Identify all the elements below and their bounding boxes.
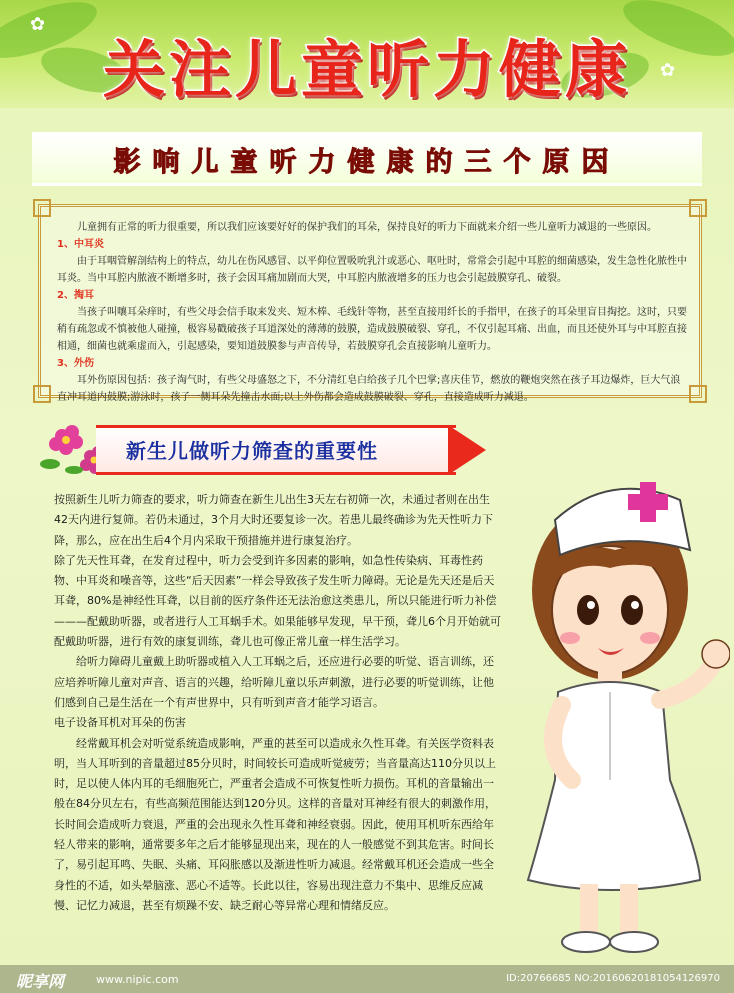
body-paragraph: 除了先天性耳聋，在发育过程中，听力会受到许多因素的影响，如急性传染病、耳毒性药物、中耳炎和噪音等，这些“后天因素”一样会导致孩子发生听力障碍。无论是先天还是后天耳聋，80%是神经性耳聋，以目前的医疗条件还无法治愈这类患儿，所以只能进行听力补偿———配戴助听器，或者进行人工耳蜗手术。如果能够早发现，早干预，聋儿6个月开始就可配戴助听器，进行有效的康复训练，聋儿也可像正常儿童一样生活学习。 [54,553,501,649]
cause-text: 当孩子叫嚷耳朵痒时，有些父母会信手取来发夹、短木棒、毛线针等物，甚至直接用纤长的手指甲，在孩子的耳朵里盲目掏挖。这时，只要稍有疏忽或不慎被他人碰撞，极容易戳破孩子耳道深处的薄薄的鼓膜，造成鼓膜破裂、穿孔，不仅引起耳痛、出血，而且还使外耳与中耳腔直接相通，细菌也就乘虚而入，引起感染，要知道鼓膜参与声音传导，若鼓膜穿孔会直接影响儿童听力。 [57,307,687,352]
page-title: 关注儿童听力健康 [102,33,631,106]
causes-intro: 儿童拥有正常的听力很重要，所以我们应该要好好的保护我们的耳朵，保持良好的听力下面就来介绍一些儿童听力减退的一些原因。 [77,222,657,233]
cause-heading: 1、中耳炎 [57,239,104,250]
subtitle: 影响儿童听力健康的三个原因 [113,147,621,178]
section-body [54,490,502,916]
cause-text: 由于耳咽管解剖结构上的特点，幼儿在伤风感冒、以平仰位置吸吮乳汁或恶心、呕吐时，常常会引起中耳腔的细菌感染，发生急性化脓性中耳炎。当中耳腔内脓液不断增多时，孩子会因耳痛加剧而大哭，中耳腔内脓液增多的压力也会引起鼓膜穿孔、破裂。 [57,256,687,284]
footer-watermark-bar [0,965,734,993]
section-ribbon [96,425,496,475]
ribbon-arrow-icon [448,425,486,475]
box-corner [33,385,51,403]
cause-text: 耳外伤原因包括：孩子淘气时，有些父母盛怒之下，不分清红皂白给孩子几个巴掌;喜庆佳节，燃放的鞭炮突然在孩子耳边爆炸，巨大气浪直冲耳道内鼓膜;游泳时，孩子一侧耳朵先撞击水面;以上外伤都会造成鼓膜破裂、穿孔，直接造成听力减退。 [57,375,681,403]
cause-heading: 3、外伤 [57,358,94,369]
watermark-logo: 昵享网 [16,972,65,991]
header-banner [0,0,734,108]
body-paragraph: 经常戴耳机会对听觉系统造成影响，严重的甚至可以造成永久性耳聋。有关医学资料表明，当人耳听到的音量超过85分贝时，时间较长可造成听觉疲劳；当音量高达110分贝以上时，足以使人体内耳的毛细胞死亡，严重者会造成不可恢复性听力损伤。耳机的音量输出一般在84分贝左右，有些高频范围能达到120分贝。这样的音量对耳神经有很大的刺激作用，长时间会造成听力衰退，严重的会出现永久性耳聋和神经衰弱。因此，使用耳机听东西给年轻人带来的影响，通常要多年之后才能够显现出来，现在的人一般感觉不到其危害。时间长了，易引起耳鸣、失眠、头痛、耳闷胀感以及渐进性听力减退。经常戴耳机还会造成一些全身性的不适，如头晕脑涨、恶心不适等。长此以往，容易出现注意力不集中、思维反应减慢、记忆力减退，甚至有烦躁不安、缺乏耐心等异常心理和情绪反应。 [54,736,496,912]
flower-icon: ✿ [660,60,676,81]
body-paragraph: 按照新生儿听力筛查的要求，听力筛查在新生儿出生3天左右初筛一次，未通过者则在出生42天内进行复筛。若仍未通过，3个月大时还要复诊一次。若患儿最终确诊为先天性听力下降，那么，应在出生后4个月内采取干预措施并进行康复治疗。 [54,493,493,547]
box-corner [33,199,51,217]
causes-text [57,219,687,406]
body-subheading: 电子设备耳机对耳朵的伤害 [54,716,186,730]
body-paragraph: 给听力障碍儿童戴上助听器或植入人工耳蜗之后，还应进行必要的听觉、语言训练，还应培养听障儿童对声音、语言的兴趣，给听障儿童以乐声刺激，进行必要的听觉训练，让他们感到自己是生活在一个有声世界中，只有听到声音才能学习语言。 [54,655,494,709]
flower-icon: ✿ [30,14,46,35]
image-id: ID:20766685 NO:20160620181054126970 [506,973,720,984]
subtitle-band [32,132,702,186]
cause-heading: 2、掏耳 [57,290,94,301]
box-corner [689,385,707,403]
box-corner [689,199,707,217]
watermark-url: www.nipic.com [96,973,179,986]
nurse-illustration [500,460,730,960]
section-title: 新生儿做听力筛查的重要性 [126,439,378,463]
causes-box [38,204,702,403]
